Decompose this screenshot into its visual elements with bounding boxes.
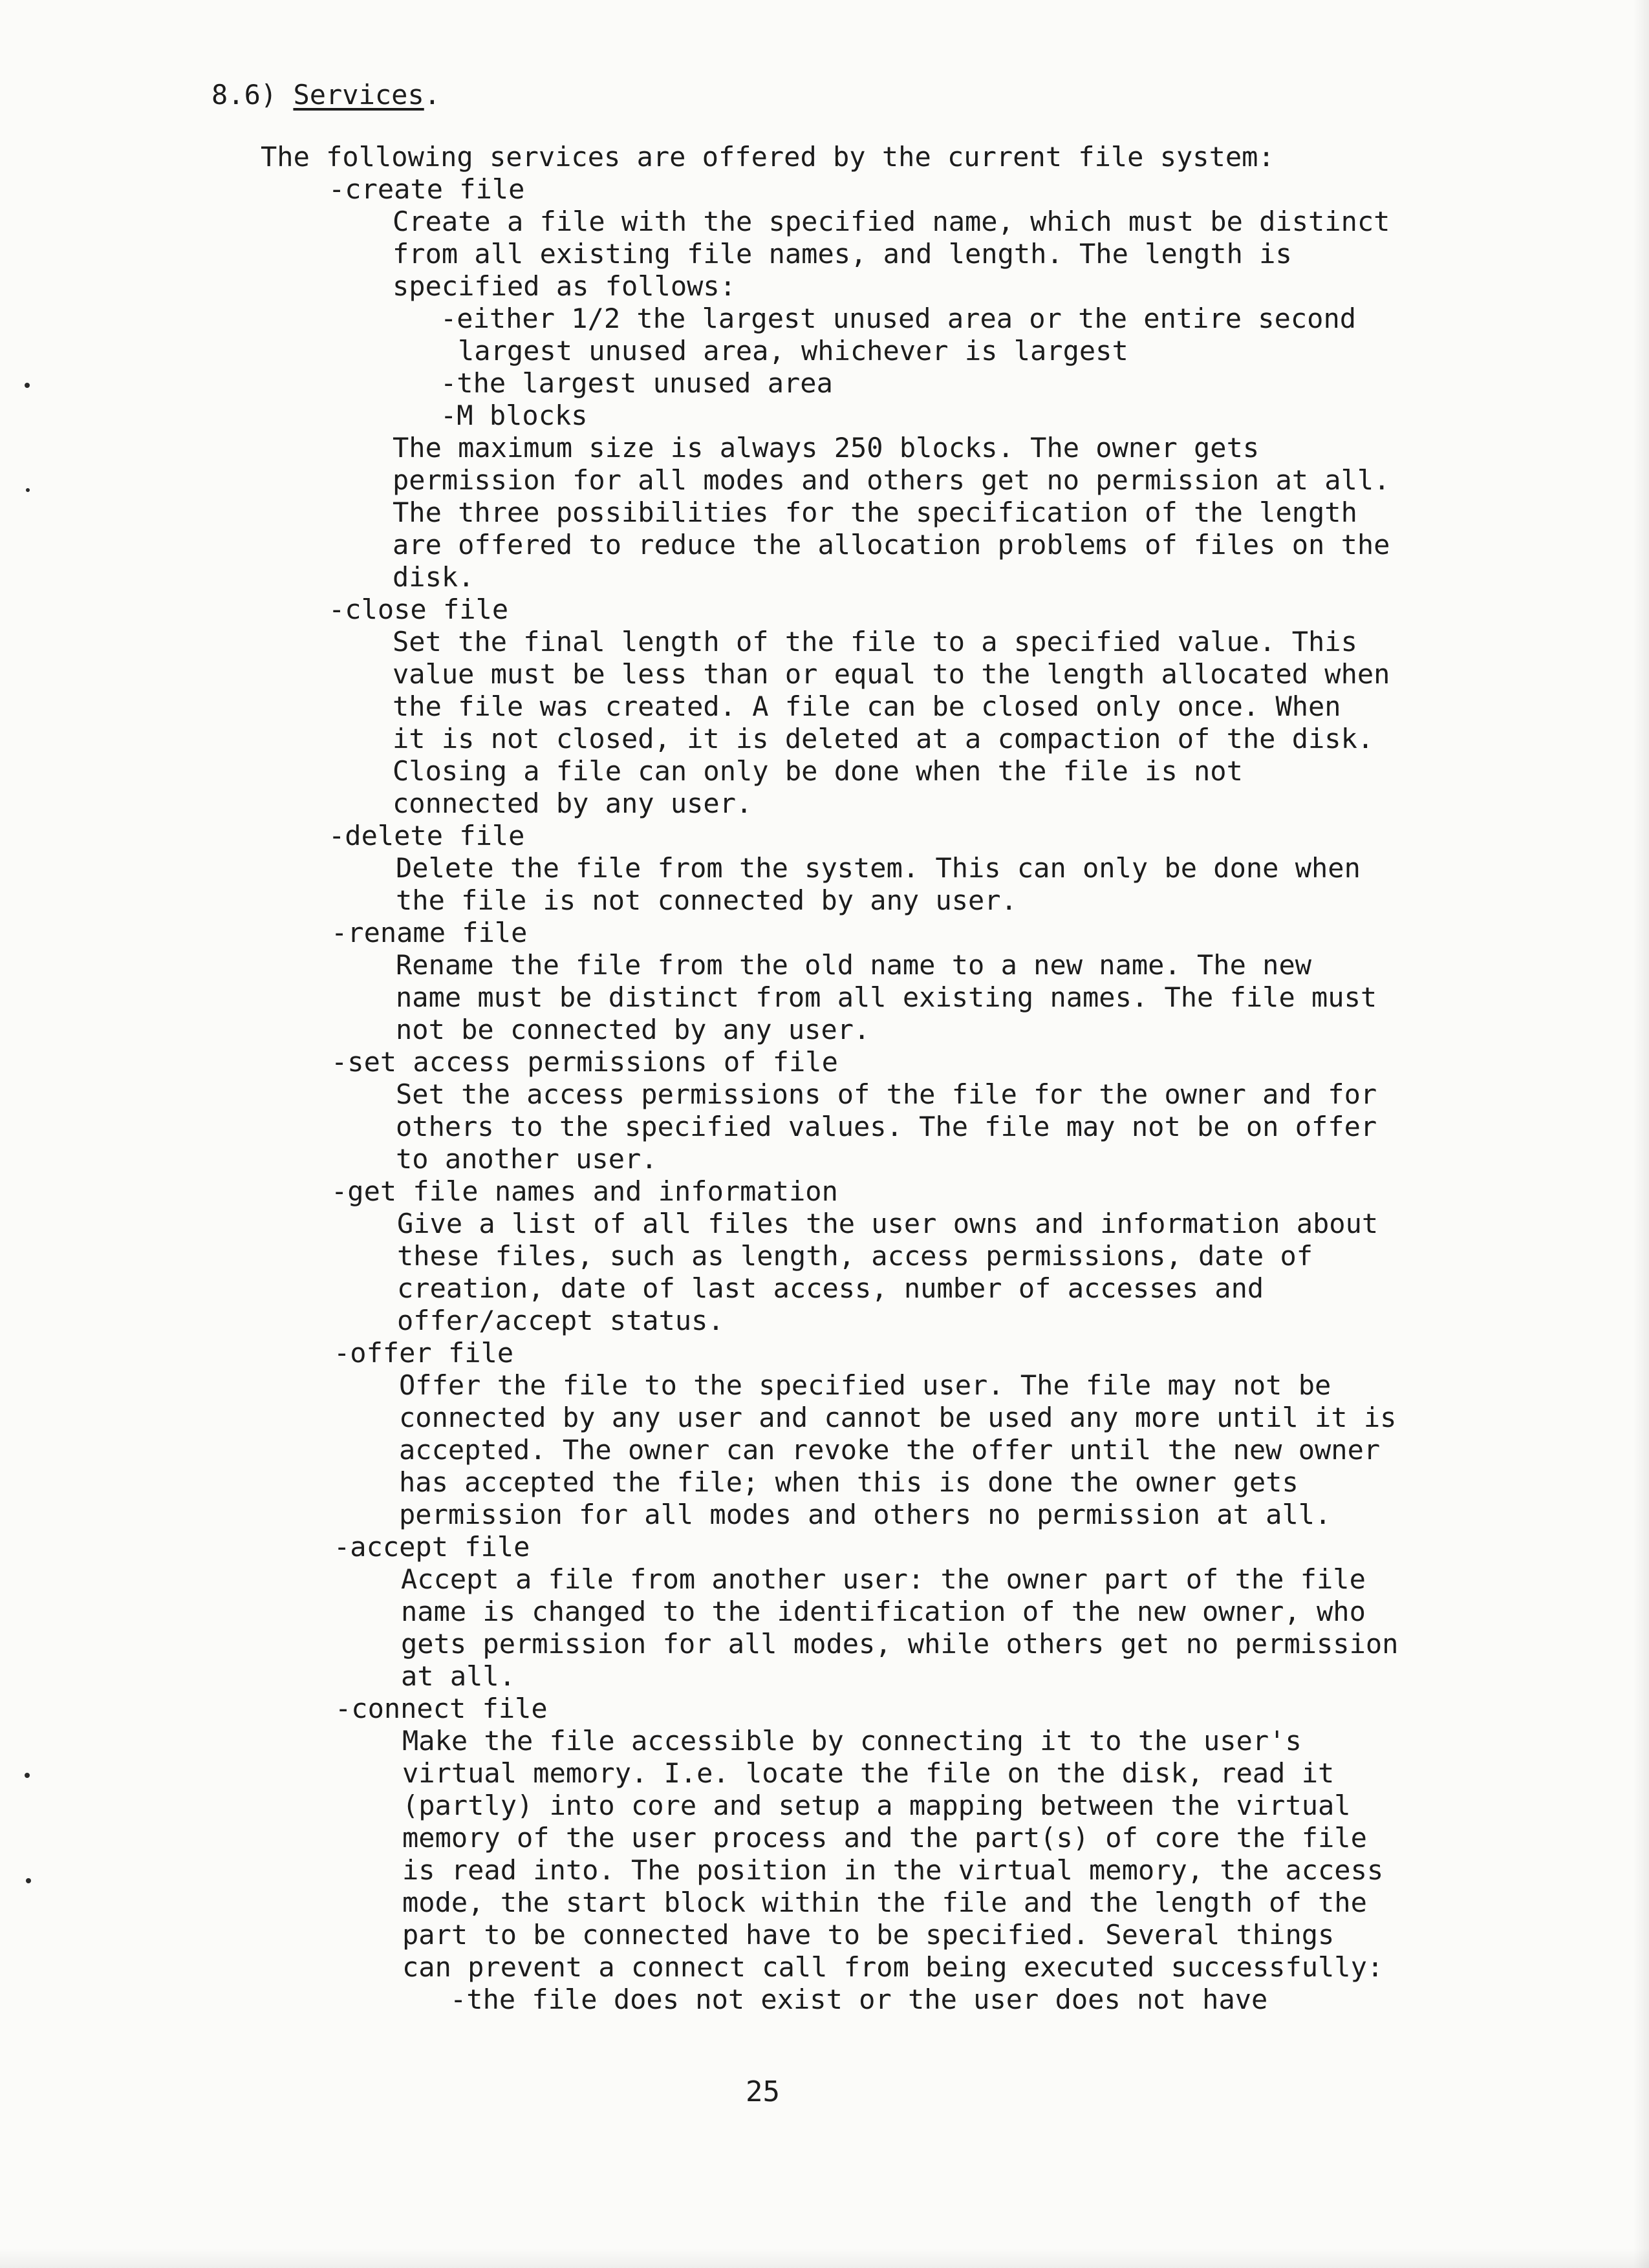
offer-desc-line: permission for all modes and others no permission at all.	[399, 1499, 1331, 1530]
service-title-rename: -rename file	[331, 917, 528, 948]
create-option-line: -either 1/2 the largest unused area or the entire second	[440, 303, 1357, 334]
close-desc-line: connected by any user.	[393, 787, 753, 819]
service-title-accept: -accept file	[334, 1531, 530, 1563]
close-desc-line: Set the final length of the file to a specified value. This	[393, 626, 1357, 658]
connect-desc-line: virtual memory. I.e. locate the file on the disk, read it	[402, 1757, 1335, 1789]
accept-desc-line: name is changed to the identification of the new owner, who	[401, 1596, 1366, 1627]
service-title-delete: -delete file	[329, 820, 525, 851]
connect-desc-line: (partly) into core and setup a mapping between the virtual	[402, 1790, 1351, 1821]
section-heading	[211, 81, 440, 109]
service-title-close: -close file	[329, 594, 509, 625]
setaccess-desc-line: others to the specified values. The file may not be on offer	[396, 1111, 1377, 1142]
rename-desc-line: not be connected by any user.	[396, 1014, 870, 1045]
getnames-desc-line: offer/accept status.	[397, 1305, 724, 1336]
page-number: 25	[746, 2075, 780, 2108]
setaccess-desc-line: Set the access permissions of the file for the owner and for	[396, 1078, 1377, 1110]
close-desc-line: the file was created. A file can be closed only once. When	[393, 690, 1341, 722]
create-after-line: disk.	[393, 561, 475, 593]
close-desc-line: it is not closed, it is deleted at a compaction of the disk.	[393, 723, 1374, 754]
page-bottom-shadow	[0, 2249, 1649, 2268]
offer-desc-line: connected by any user and cannot be used any more until it is	[399, 1402, 1397, 1433]
create-desc-line: from all existing file names, and length. The length is	[393, 238, 1292, 270]
create-desc-line: Create a file with the specified name, which must be distinct	[393, 206, 1390, 237]
page-edge-shadow	[1633, 0, 1649, 2268]
scan-speck	[25, 383, 30, 388]
section-title-period: .	[424, 79, 441, 111]
create-after-line: permission for all modes and others get no permission at all.	[393, 464, 1390, 496]
close-desc-line: value must be less than or equal to the length allocated when	[393, 658, 1390, 690]
connect-option-line: -the file does not exist or the user does not have	[450, 1984, 1268, 2015]
setaccess-desc-line: to another user.	[396, 1143, 658, 1175]
rename-desc-line: Rename the file from the old name to a new name. The new	[396, 949, 1312, 981]
accept-desc-line: at all.	[401, 1660, 516, 1692]
connect-desc-line: mode, the start block within the file and the length of the	[402, 1887, 1367, 1918]
create-desc-line: specified as follows:	[393, 270, 737, 302]
getnames-desc-line: these files, such as length, access permissions, date of	[397, 1240, 1313, 1272]
create-option-line: -the largest unused area	[440, 367, 833, 399]
delete-desc-line: Delete the file from the system. This can only be done when	[396, 852, 1361, 884]
offer-desc-line: accepted. The owner can revoke the offer until the new owner	[399, 1434, 1381, 1466]
create-after-line: The maximum size is always 250 blocks. The owner gets	[393, 432, 1260, 464]
create-after-line: are offered to reduce the allocation problems of files on the	[393, 529, 1390, 561]
rename-desc-line: name must be distinct from all existing names. The file must	[396, 981, 1377, 1013]
accept-desc-line: gets permission for all modes, while others get no permission	[401, 1628, 1399, 1660]
create-option-line: -M blocks	[440, 400, 588, 431]
getnames-desc-line: Give a list of all files the user owns and information about	[397, 1208, 1379, 1239]
service-title-create: -create file	[329, 173, 525, 205]
offer-desc-line: Offer the file to the specified user. The file may not be	[399, 1369, 1331, 1401]
getnames-desc-line: creation, date of last access, number of accesses and	[397, 1272, 1264, 1304]
close-desc-line: Closing a file can only be done when the file is not	[393, 755, 1243, 787]
connect-desc-line: memory of the user process and the part(s) of core the file	[402, 1822, 1367, 1854]
connect-desc-line: part to be connected have to be specified. Several things	[402, 1919, 1335, 1951]
scan-speck	[26, 1878, 31, 1883]
service-title-connect: -connect file	[335, 1693, 548, 1724]
create-after-line: The three possibilities for the specification of the length	[393, 497, 1357, 528]
connect-desc-line: is read into. The position in the virtual memory, the access	[402, 1854, 1384, 1886]
accept-desc-line: Accept a file from another user: the owner part of the file	[401, 1563, 1366, 1595]
connect-desc-line: Make the file accessible by connecting it to the user's	[402, 1725, 1302, 1757]
service-title-offer: -offer file	[334, 1337, 514, 1369]
service-title-getnames: -get file names and information	[331, 1175, 838, 1207]
create-option-line: largest unused area, whichever is largest	[458, 335, 1128, 367]
service-title-setaccess: -set access permissions of file	[331, 1046, 838, 1078]
scan-speck	[26, 488, 30, 492]
section-title: Services	[293, 79, 424, 111]
section-number: 8.6)	[211, 79, 277, 111]
scan-speck	[25, 1773, 30, 1778]
intro-paragraph: The following services are offered by the current file system:	[261, 141, 1275, 173]
offer-desc-line: has accepted the file; when this is done the owner gets	[399, 1466, 1299, 1498]
connect-desc-line: can prevent a connect call from being executed successfully:	[402, 1951, 1384, 1983]
delete-desc-line: the file is not connected by any user.	[396, 884, 1017, 916]
